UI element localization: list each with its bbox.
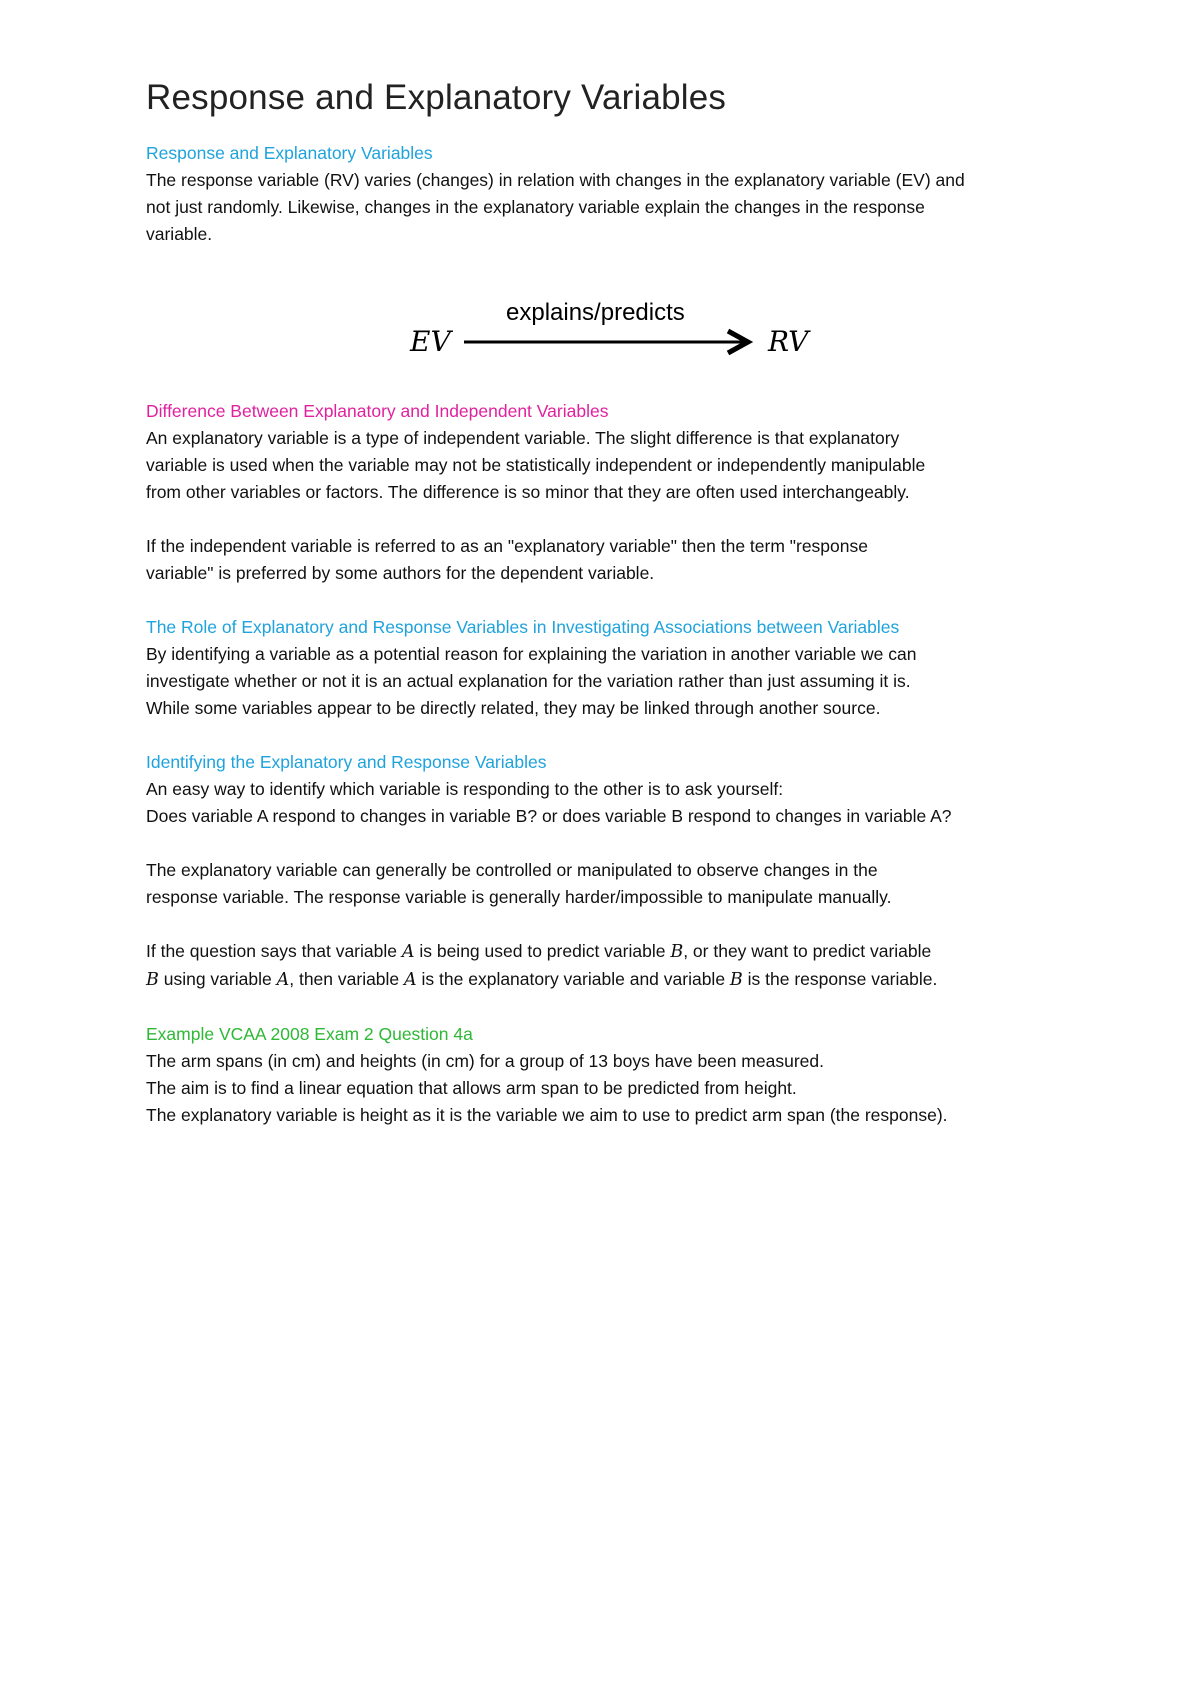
q1-text-c: , or they want to predict variable [683,941,932,961]
q1-text-b: is being used to predict variable [414,941,671,961]
section-intro [146,140,1106,248]
identifying-question-line-1 [146,938,1106,966]
q2-var-1: B [146,970,159,990]
difference-line-5: variable" is preferred by some authors for the dependent variable. [146,563,655,583]
identifying-line-1: An easy way to identify which variable is responding to the other is to ask yourself: [146,779,784,799]
q1-var-1: A [401,942,415,962]
section-heading-example: Example VCAA 2008 Exam 2 Question 4a [146,1024,473,1044]
identifying-line-4: response variable. The response variable is generally harder/impossible to manipulate manually. [146,887,892,907]
page-title: Response and Explanatory Variables [146,78,727,117]
section-difference [146,398,1106,587]
intro-line-3: variable. [146,224,213,244]
section-heading-role: The Role of Explanatory and Response Variables in Investigating Associations between Variables [146,617,900,637]
section-identifying [146,749,1106,994]
section-example [146,1021,1106,1129]
section-role [146,614,1106,722]
q1-var-2: B [670,942,684,962]
q2-var-2: A [276,970,290,990]
difference-line-3: from other variables or factors. The difference is so minor that they are often used interchangeably. [146,482,910,502]
difference-line-4: If the independent variable is referred to as an "explanatory variable" then the term "response [146,536,868,556]
ev-rv-diagram [146,276,1106,384]
ev-rv-diagram-svg [146,276,1106,384]
role-line-1: By identifying a variable as a potential reason for explaining the variation in another variable we can [146,644,917,664]
diagram-ev-label: EV [410,325,451,358]
q2-text-d: is the response variable. [742,969,938,989]
q2-var-3: A [404,970,417,990]
q2-text-c: is the explanatory variable and variable [416,969,730,989]
section-heading-identifying: Identifying the Explanatory and Response Variables [146,752,547,772]
section-heading-difference: Difference Between Explanatory and Independent Variables [146,401,609,421]
difference-line-2: variable is used when the variable may not be statistically independent or independently manipulable [146,455,926,475]
identifying-question-line-2 [146,966,1106,994]
q1-text-a: If the question says that variable [146,941,402,961]
identifying-line-3: The explanatory variable can generally be controlled or manipulated to observe changes in the [146,860,878,880]
difference-line-1: An explanatory variable is a type of independent variable. The slight difference is that explanatory [146,428,900,448]
q2-text-a: using variable [158,969,277,989]
q2-text-b: , then variable [289,969,405,989]
role-line-2: investigate whether or not it is an actual explanation for the variation rather than just assuming it is. [146,671,911,691]
intro-line-2: not just randomly. Likewise, changes in the explanatory variable explain the changes in the response [146,197,925,217]
example-line-3: The explanatory variable is height as it is the variable we aim to use to predict arm span (the response). [146,1105,948,1125]
diagram-rv-label: RV [768,325,809,358]
role-line-3: While some variables appear to be directly related, they may be linked through another source. [146,698,881,718]
section-heading-intro: Response and Explanatory Variables [146,143,433,163]
example-line-2: The aim is to find a linear equation that allows arm span to be predicted from height. [146,1078,797,1098]
diagram-arrow-label: explains/predicts [506,299,685,326]
q2-var-4: B [729,970,743,990]
identifying-line-2: Does variable A respond to changes in variable B? or does variable B respond to changes in variable A? [146,806,952,826]
intro-line-1: The response variable (RV) varies (changes) in relation with changes in the explanatory variable (EV) and [146,170,965,190]
page-content [146,78,1106,1129]
example-line-1: The arm spans (in cm) and heights (in cm) for a group of 13 boys have been measured. [146,1051,824,1071]
